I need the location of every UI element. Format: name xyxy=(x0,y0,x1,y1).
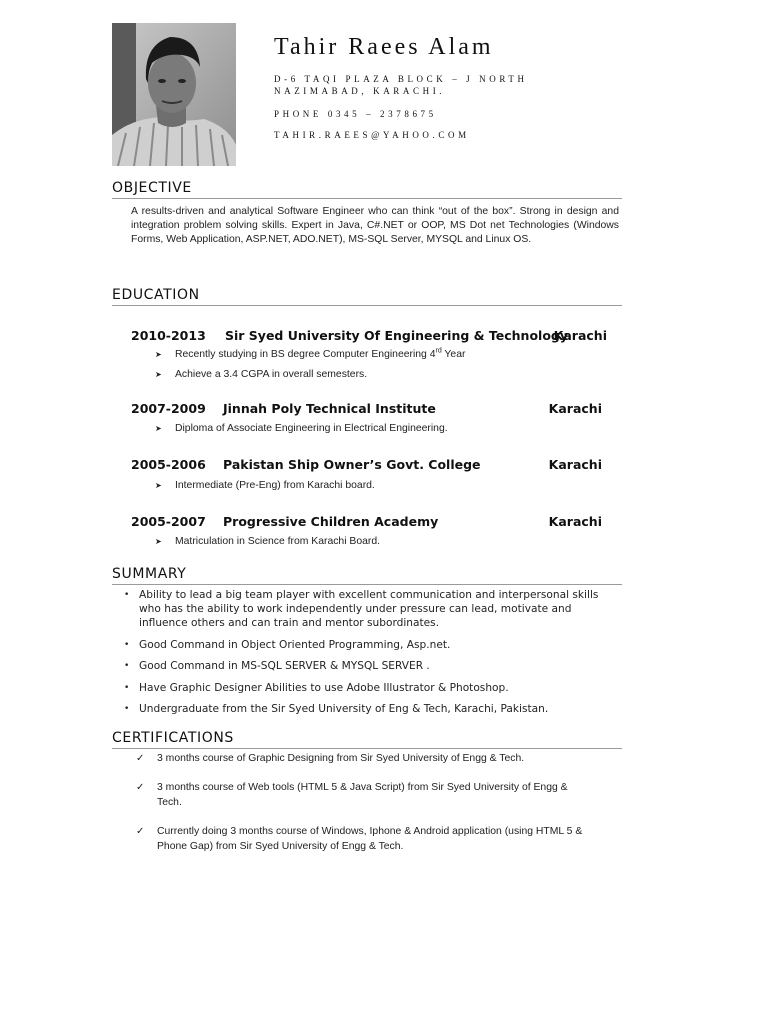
checkmark-icon: ✓ xyxy=(136,826,145,837)
certifications-heading: CERTIFICATIONS xyxy=(112,730,622,749)
education-bullet xyxy=(155,368,615,382)
certification-item xyxy=(136,824,586,854)
objective-text: A results-driven and analytical Software Engineer who can think “out of the box”. Strong in design and integration problem solving skills. Expert in Java, C#.NET or OOP, MS Dot net Technologies (Windows Forms, Web Application, ASP.NET, ADO.NET), MS-SQL Server, MYSQL and Linux OS. xyxy=(131,206,619,245)
education-entry xyxy=(131,457,621,473)
arrow-bullet-icon: ➤ xyxy=(155,424,162,433)
summary-item xyxy=(124,659,614,673)
summary-item-text: Good Command in Object Oriented Programming, Asp.net. xyxy=(139,639,451,651)
education-institution: Sir Syed University Of Engineering & Technology xyxy=(225,328,569,343)
summary-item-text: Undergraduate from the Sir Syed University of Eng & Tech, Karachi, Pakistan. xyxy=(139,703,549,715)
education-bullet-text: Recently studying in BS degree Computer Engineering 4 xyxy=(175,349,436,360)
education-institution: Jinnah Poly Technical Institute xyxy=(223,401,436,416)
checkmark-icon: ✓ xyxy=(136,782,145,793)
education-heading: EDUCATION xyxy=(112,287,622,306)
bullet-dot-icon: • xyxy=(124,590,130,600)
ordinal-suffix: rd xyxy=(435,347,442,355)
certification-text: 3 months course of Web tools (HTML 5 & Java Script) from Sir Syed University of Engg & Tech. xyxy=(157,782,568,808)
education-years: 2010-2013 xyxy=(131,328,206,343)
candidate-name: Tahir Raees Alam xyxy=(274,34,494,60)
education-years: 2007-2009 xyxy=(131,401,206,416)
education-bullet-text: Matriculation in Science from Karachi Board. xyxy=(175,536,381,547)
arrow-bullet-icon: ➤ xyxy=(155,350,162,359)
email-address: TAHIR.RAEES@YAHOO.COM xyxy=(274,130,470,140)
education-bullet-text: Year xyxy=(441,349,466,360)
education-entry xyxy=(131,514,621,530)
bullet-dot-icon: • xyxy=(124,661,130,671)
education-bullet-text: Diploma of Associate Engineering in Electrical Engineering. xyxy=(175,423,448,434)
phone-number: PHONE 0345 – 2378675 xyxy=(274,109,437,119)
certification-text: Currently doing 3 months course of Windows, Iphone & Android application (using HTML 5 & Phone Gap) from Sir Syed University of Engg & Tech. xyxy=(157,826,583,852)
education-years: 2005-2007 xyxy=(131,514,206,529)
bullet-dot-icon: • xyxy=(124,640,130,650)
summary-item xyxy=(124,702,614,716)
education-bullet xyxy=(155,422,615,436)
summary-item xyxy=(124,638,614,652)
arrow-bullet-icon: ➤ xyxy=(155,537,162,546)
education-bullet xyxy=(155,348,615,362)
education-bullet-text: Achieve a 3.4 CGPA in overall semesters. xyxy=(175,369,368,380)
summary-heading: SUMMARY xyxy=(112,566,622,585)
education-city: Karachi xyxy=(548,457,602,472)
certification-item xyxy=(136,780,586,810)
education-institution: Pakistan Ship Owner’s Govt. College xyxy=(223,457,481,472)
arrow-bullet-icon: ➤ xyxy=(155,481,162,490)
summary-item-text: Have Graphic Designer Abilities to use Adobe Illustrator & Photoshop. xyxy=(139,682,509,694)
certification-text: 3 months course of Graphic Designing from Sir Syed University of Engg & Tech. xyxy=(157,753,525,764)
summary-item-text: Ability to lead a big team player with excellent communication and interpersonal skills who has the ability to work independently under pressure can lead, motivate and influence others and can train and mentor subordinates. xyxy=(139,589,599,629)
objective-heading: OBJECTIVE xyxy=(112,180,622,199)
education-bullet xyxy=(155,479,615,493)
address: D-6 TAQI PLAZA BLOCK – J NORTH NAZIMABAD, KARACHI. xyxy=(274,74,528,96)
summary-item-text: Good Command in MS-SQL SERVER & MYSQL SERVER . xyxy=(139,660,430,672)
checkmark-icon: ✓ xyxy=(136,753,145,764)
profile-photo xyxy=(112,23,236,166)
education-bullet xyxy=(155,535,615,549)
education-entry xyxy=(131,328,621,344)
education-city: Karachi xyxy=(548,514,602,529)
arrow-bullet-icon: ➤ xyxy=(155,370,162,379)
bullet-dot-icon: • xyxy=(124,704,130,714)
education-institution: Progressive Children Academy xyxy=(223,514,439,529)
summary-item xyxy=(124,588,614,630)
bullet-dot-icon: • xyxy=(124,683,130,693)
education-years: 2005-2006 xyxy=(131,457,206,472)
summary-item xyxy=(124,681,614,695)
education-city: Karachi xyxy=(553,328,607,343)
certification-item xyxy=(136,751,586,766)
education-entry xyxy=(131,401,621,417)
education-bullet-text: Intermediate (Pre-Eng) from Karachi board. xyxy=(175,480,375,491)
education-city: Karachi xyxy=(548,401,602,416)
